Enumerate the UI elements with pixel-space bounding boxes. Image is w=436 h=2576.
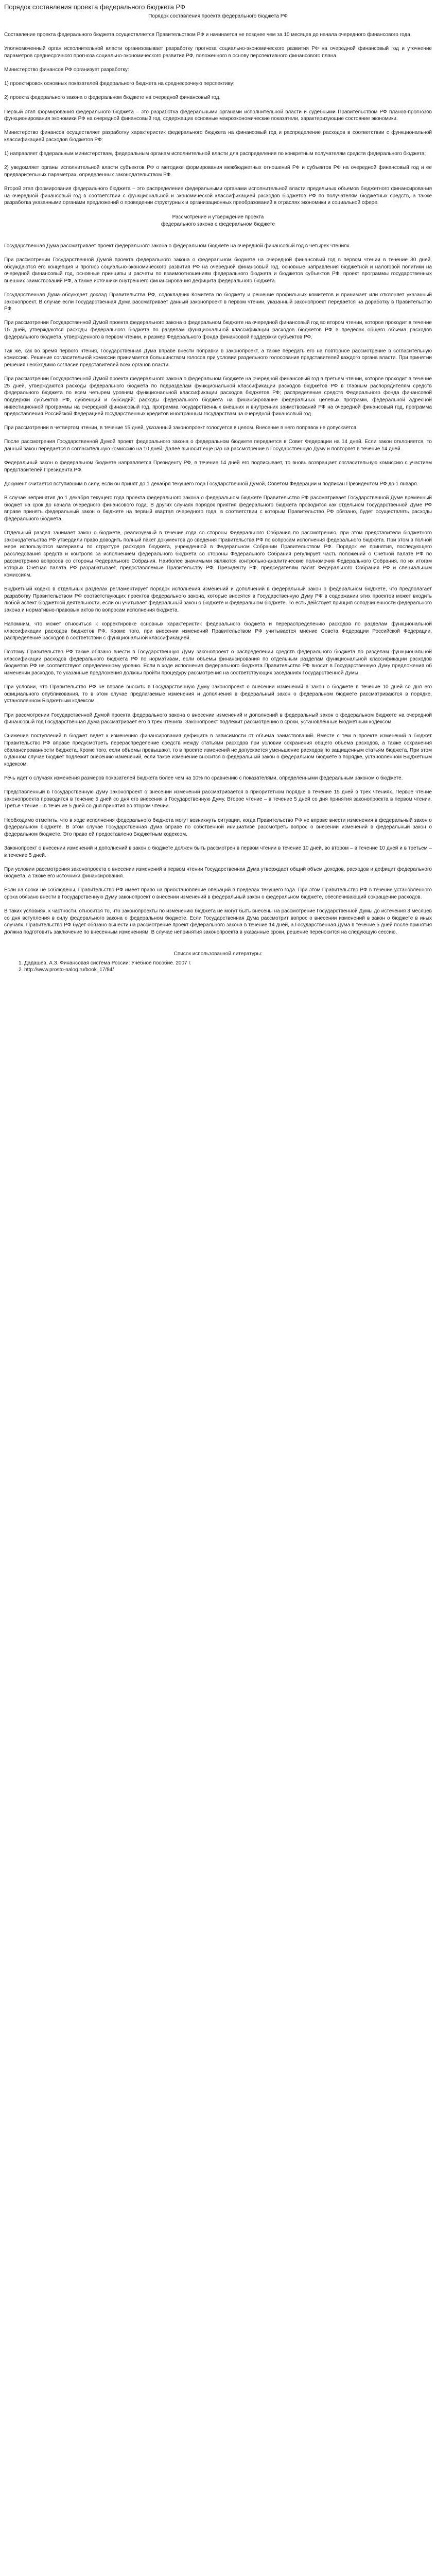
section-part2 xyxy=(4,243,432,936)
paragraph: Напомним, что может относиться к корректировке основных характеристик федерального бюджета и перераспределению расходов по разделам функциональной классификации расходов бюджетов РФ. Кроме того, при внесении изменений Правительством РФ учитывается мнение Совета Федерации Российской Федерации, распределение расходов в соответствии с функциональной классификацией. xyxy=(4,621,432,641)
paragraph: Представленный в Государственную Думу законопроект о внесении изменений рассматривается в приоритетном порядке в течение 15 дней в трех чтениях. Первое чтение законопроекта проводится в течение 5 дней со дня его внесения в Государственную Думу. Второе чтение – в течение 5 дней со дня принятия законопроекта в первом чтении. Третье чтение – в течение 5 дней со дня принятия во втором чтении. xyxy=(4,789,432,809)
paragraph: При рассмотрении Государственной Думой проекта федерального закона о внесении изменений и дополнений в федеральный закон о федеральном бюджете на очередной финансовый год Государственная Дума рассматривает его в трех чтениях. Законопроект подлежит рассмотрению в сроки, установленные Бюджетным кодексом. xyxy=(4,712,432,725)
paragraph: Отдельный раздел занимает закон о бюджете, реализуемый в течение года со стороны Федерального Собрания по рассмотрению, при этом представители бюджетного законодательства РФ утвердили право доводить полный пакет документов до сведения Правительства РФ по вопросам исполнения федерального бюджета. При этом в полной мере используются материалы по структуре расходов бюджета, учрежденной в Федеральном Собрании Правительством РФ. Порядок ее принятия, последующего расследования средств и контроля за исполнением федерального бюджета со стороны Федерального Собрания регулирует часть положений о Счетной палате РФ по рассмотрению вопросов со стороны Федерального Собрания. Наиболее значимыми являются контрольно-аналитические полномочия Федерального Собрания, по их итогам которых Счетная палата РФ разрабатывает, предоставляемые Правительству РФ, Президенту РФ, председателям палат Федерального Собрания РФ и специальным комиссиям. xyxy=(4,530,432,578)
reference-item: 1. Дадашев, А.З. Финансовая система России: Учебное пособие. 2007 г. xyxy=(19,960,191,966)
paragraph: Бюджетный кодекс в отдельных разделах регламентирует порядок исполнения изменений и дополнений в федеральный закон о федеральном бюджете, что предполагает разработку Правительством РФ соответствующих проектов федерального закона, которые вносятся в Государственную Думу РФ в содержании этих проектов может входить любой аспект бюджетной деятельности, если он учитывает федеральный закон о бюджете и федеральном бюджете. То есть действует принцип соподчиненности федерального закона и нормативно-правовых актов по вопросам исполнения бюджета. xyxy=(4,586,432,613)
section-heading xyxy=(4,214,432,228)
paragraph: 1) направляет федеральным министерствам, федеральным органам исполнительной власти для распределения по конкретным получателям средств федерального бюджета; xyxy=(4,151,426,157)
page-subtitle: Порядок составления проекта федерального бюджета РФ xyxy=(148,13,288,19)
paragraph: Государственная Дума обсуждает доклад Правительства РФ, содокладчик Комитета по бюджету и решение профильных комитетов и принимает или отклоняет указанный законопроект. В случае если Государственная Дума рассматривает данный законопроект в первом чтении, указанный законопроект передается на доработку в Правительство РФ. xyxy=(4,292,432,312)
section-part1 xyxy=(4,31,432,207)
references-list xyxy=(4,960,432,974)
paragraph: Первый этап формирования федерального бюджета – это разработка федеральными органами исполнительной власти и судебными Правительством РФ планов-прогнозов функционирования экономики РФ на очередной финансовый год, содержащих основные макроэкономические показатели, характеризующие состояние экономики. xyxy=(4,109,432,122)
paragraph: После рассмотрения Государственной Думой проект федерального закона о федеральном бюджете передается в Совет Федерации на 14 дней. Если закон отклоняется, то данный закон передается в согласительную комиссию на 10 дней. Далее выносит еще раз на рассмотрение в Государственную Думу и повторяет в течение 14 дней. xyxy=(4,439,432,452)
paragraph: Министерство финансов РФ организует разработку: xyxy=(4,66,129,73)
paragraph: Документ считается вступившим в силу, если он принят до 1 декабря текущего года Государственной Думой, Советом Федерации и подписан Президентом РФ до 1 января. xyxy=(4,481,418,487)
paragraph: 2) уведомляет органы исполнительной власти субъектов РФ о методике формирования межбюджетных отношений РФ и субъектов РФ на очередной финансовый год и ее предварительных параметрах, определенных законодательством РФ. xyxy=(4,165,432,178)
paragraph: При рассмотрении Государственной Думой проекта федерального закона о федеральном бюджете на очередной финансовый год во втором чтении, которое проходит в течение 15 дней, утверждаются расходы федерального бюджета по разделам функциональной классификации расходов бюджетов РФ в пределах общего объема расходов федерального бюджета, утвержденного в первом чтении, и размер Федерального фонда финансовой поддержки субъектов РФ. xyxy=(4,320,432,340)
paragraph: При рассмотрении в четвертом чтении, в течение 15 дней, указанный законопроект голосуется в целом. Внесение в него поправок не допускается. xyxy=(4,425,358,431)
paragraph: Так же, как во время первого чтения, Государственная Дума вправе внести поправки в законопроект, а также передать его на повторное рассмотрение в согласительную комиссию. Решение согласительной комиссии принимается большинством голосов при условии раздельного голосования представителей каждого органа власти. При принятии решения необходимо согласие представителей всех органов власти. xyxy=(4,348,432,368)
document-page xyxy=(0,0,436,974)
paragraph: Необходимо отметить, что в ходе исполнения федерального бюджета могут возникнуть ситуации, когда Правительство РФ не вправе внести изменения в федеральный закон о федеральном бюджете. В этом случае Государственная Дума вправе по собственной инициативе рассмотреть вопрос о внесении изменений в федеральный закон о федеральном бюджете. Это право ей предоставлено Бюджетным кодексом. xyxy=(4,817,432,837)
paragraph: Государственная Дума рассматривает проект федерального закона о федеральном бюджете на очередной финансовый год в четырех чтениях. xyxy=(4,243,351,249)
paragraph: Законопроект о внесении изменений и дополнений в закон о бюджете должен быть рассмотрен в первом чтении в течение 10 дней, во втором – в течение 10 дней и в третьем – в течение 5 дней. xyxy=(4,845,432,858)
paragraph: Уполномоченный орган исполнительной власти организовывает разработку прогноза социально-экономического развития РФ на очередной финансовый год и уточнение параметров среднесрочного прогноза социально-экономического развития РФ, положенного в основу перспективного финансового плана. xyxy=(4,46,432,59)
reference-item: 2. http://www.prosto-nalog.ru/book_17/84/ xyxy=(19,967,114,973)
paragraph: Министерство финансов осуществляет разработку характеристик федерального бюджета на финансовый год и распределение расходов в соответствии с функциональной классификацией расходов бюджетов РФ: xyxy=(4,130,432,143)
paragraph: В случае непринятия до 1 декабря текущего года проекта федерального закона о федеральном бюджете Правительство РФ рассматривает Государственной Думе временный бюджет на срок до начала очередного финансового года. В других случаях порядок приятия федерального бюджета проводится как отдельном Государственной Думе РФ вправе принять федеральный закон о бюджете на первый квартал очередного года, в соответствии с которым Правительство РФ обязано, будет осуществлять расходы федерального бюджета. xyxy=(4,495,432,522)
paragraph: Снижение поступлений в бюджет ведет к изменению финансирования дефицита в зависимости от объема заимствований. Вместе с тем в проекте изменений в бюджет Правительство РФ вправе предусмотреть перераспределение средств между статьями расходов при условии сохранения общего объема расходов, а также сохранения сбалансированности бюджета. Кроме того, если объемы превышают, то в проекте изменений не допускается уменьшение расходов по защищенным статьям бюджета. При этом в данном случае бюджет подлежит внесению изменений, если такое изменение вносится в федеральный закон о федеральном бюджете в порядке, установленном Бюджетным кодексом. xyxy=(4,733,432,767)
paragraph: При рассмотрении Государственной Думой проекта федерального закона о федеральном бюджете на очередной финансовый год в первом чтении в течение 30 дней, обсуждаются его концепция и прогноз социально-экономического развития РФ на очередной финансовый год, основные направления бюджетной и налоговой политики на очередной финансовый год, основные принципы и расчеты по взаимоотношениям федерального бюджета и бюджетов субъектов РФ, проект программы государственных внешних заимствований РФ, а также источники внутреннего финансирования дефицита федерального бюджета. xyxy=(4,257,432,284)
section-heading-line-2: федерального закона о федеральном бюджете xyxy=(161,221,275,227)
page-title: Порядок составления проекта федерального бюджета РФ xyxy=(4,3,185,11)
section-heading-line-1: Рассмотрение и утверждение проекта xyxy=(172,214,264,220)
paragraph: В таких условиях, к частности, относится то, что законопроекты по изменению бюджета не могут быть внесены на рассмотрение Государственной Думы до истечения 3 месяцев со дня вступления в силу федерального закона о федеральном бюджете. Если Государственная Дума рассмотрит вопрос о внесении изменений в закон о бюджете в иных случаях, Правительство РФ будет обязано вынести на рассмотрение проект федерального закона в течение 14 дней, а Государственная Дума в течение 5 дней после принятия должна подготовить заключение по внесенным изменениям. В случае непринятия законопроекта в указанные сроки, решение переносится на следующую сессию. xyxy=(4,908,432,936)
paragraph: Федеральный закон о федеральном бюджете направляется Президенту РФ, в течение 14 дней его подписывает, то вновь возвращает согласительную комиссию с участием представителей Президента РФ. xyxy=(4,460,432,473)
paragraph: Второй этап формирования федерального бюджета – это распределение федеральными органами исполнительной власти предельных объемов бюджетного финансирования на очередной финансовый год в соответствии с функциональной и экономической классификацией расходов бюджетов РФ по получателям бюджетных средств, а также разработка указанными органами предложений о проведении структурных и организационных преобразований в отраслях экономики и социальной сфере. xyxy=(4,186,432,206)
paragraph: Если на сроки не соблюдены, Правительство РФ имеет право на приостановление операций в пределах текущего года. При этом Правительство РФ в течение установленного срока обязано внести в Государственную Думу законопроект о внесении изменений в федеральный закон о федеральном бюджете, обеспечивающий сокращение расходов. xyxy=(4,887,432,901)
paragraph: При условии рассмотрения законопроекта о внесении изменений в первом чтении Государственная Дума утверждает общий объем доходов, расходов и дефицит федерального бюджета, а также его источники финансирования. xyxy=(4,866,432,879)
paragraph: 1) проектировок основных показателей федерального бюджета на среднесрочную перспективу; xyxy=(4,81,235,87)
paragraph: 2) проекта федерального закона о федеральном бюджете на очередной финансовый год. xyxy=(4,95,221,101)
paragraph: При условии, что Правительство РФ не вправе вносить в Государственную Думу законопроект о внесении изменений в закон о бюджете в течение 10 дней со дня его официального опубликования, то в этом случае предлагаемые изменения и дополнения в федеральный закон о федеральном бюджете рассматриваются в порядке, установленном Бюджетным кодексом. xyxy=(4,684,432,704)
paragraph: Поэтому Правительство РФ также обязано внести в Государственную Думу законопроект о распределении средств федерального бюджета по разделам функциональной классификации расходов федерального бюджета РФ по нормативам, если объемы финансирования по отдельным разделам функциональной классификации расходов бюджетов РФ не соответствуют определенному уровню. Если в ходе исполнения федерального бюджета Правительство РФ вносит в Государственную Думу предложения об изменении расходов, то указанные предложения должны пройти процедуру рассмотрения на соответствующих заседаниях Государственной Думы. xyxy=(4,649,432,676)
references-title: Список использованной литературы: xyxy=(173,951,263,957)
paragraph: При рассмотрении Государственной Думой проекта федерального закона о федеральном бюджете на очередной финансовый год в третьем чтении, которое проходит в течение 25 дней, утверждаются расходы федерального бюджета по подразделам функциональной классификации расходов бюджетов РФ в главным распорядителям средств федерального бюджета по всем четырем уровням функциональной классификации расходов бюджетов РФ; распределение средств Федерального фонда финансовой поддержки субъектов РФ, субвенций и субсидий; расходы федерального бюджета на финансирование федеральных целевых программ, федеральной адресной инвестиционной программы на очередной финансовый год, программа государственных внешних и внутренних заимствований РФ на очередной финансовый год, программа предоставления Российской Федерацией государственных кредитов иностранным государствам на очередной финансовый год. xyxy=(4,376,432,417)
paragraph: Речь идет о случаях изменения размеров показателей бюджета более чем на 10% по сравнению с показателями, определенными федеральным законом о бюджете. xyxy=(4,775,403,781)
paragraph: Составление проекта федерального бюджета осуществляется Правительством РФ и начинается не позднее чем за 10 месяцев до начала очередного финансового года. xyxy=(4,32,412,38)
